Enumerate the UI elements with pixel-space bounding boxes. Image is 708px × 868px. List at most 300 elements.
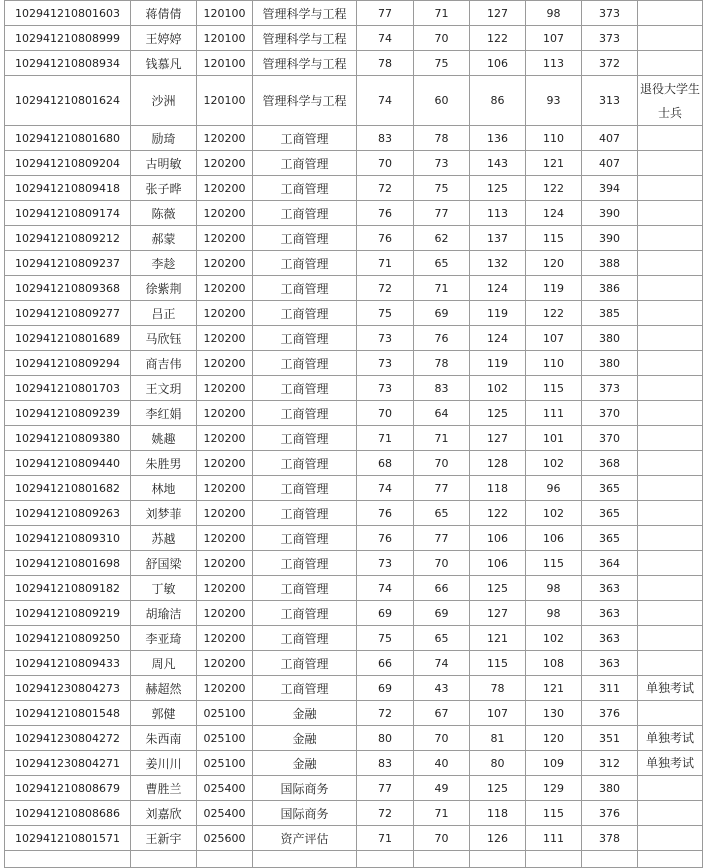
score-subject-one-cell: 102 (470, 376, 526, 401)
score-foreign-language-cell: 43 (414, 676, 470, 701)
score-subject-two-cell: 120 (526, 726, 582, 751)
candidate-name-cell: 李红娟 (131, 401, 197, 426)
score-subject-two-cell: 111 (526, 826, 582, 851)
major-name-cell: 工商管理 (253, 151, 357, 176)
candidate-name-cell: 曹胜兰 (131, 776, 197, 801)
remark-cell (638, 551, 703, 576)
candidate-id-cell: 102941210801698 (5, 551, 131, 576)
score-foreign-language-cell: 76 (414, 326, 470, 351)
total-score-cell: 365 (582, 501, 638, 526)
score-subject-one-cell: 125 (470, 401, 526, 426)
remark-cell (638, 801, 703, 826)
score-subject-one-cell: 128 (470, 451, 526, 476)
remark-cell (638, 201, 703, 226)
candidate-id-cell: 102941210809239 (5, 401, 131, 426)
score-politics-cell: 72 (357, 801, 414, 826)
total-score-cell: 364 (582, 551, 638, 576)
table-row (5, 401, 703, 426)
score-subject-two-cell: 115 (526, 376, 582, 401)
candidate-id-cell: 102941210809237 (5, 251, 131, 276)
score-subject-one-cell: 124 (470, 326, 526, 351)
score-subject-two-cell: 102 (526, 451, 582, 476)
major-name-cell: 工商管理 (253, 576, 357, 601)
score-subject-one-cell (470, 851, 526, 868)
remark-cell (638, 476, 703, 501)
score-subject-two-cell: 98 (526, 601, 582, 626)
remark-cell: 单独考试 (638, 676, 703, 701)
remark-cell (638, 151, 703, 176)
score-foreign-language-cell: 74 (414, 651, 470, 676)
score-foreign-language-cell: 40 (414, 751, 470, 776)
candidate-id-cell: 102941210809250 (5, 626, 131, 651)
table-row (5, 801, 703, 826)
candidate-name-cell: 李趁 (131, 251, 197, 276)
score-foreign-language-cell: 69 (414, 301, 470, 326)
major-name-cell: 金融 (253, 751, 357, 776)
score-politics-cell: 76 (357, 501, 414, 526)
candidate-name-cell (131, 851, 197, 868)
score-politics-cell: 83 (357, 751, 414, 776)
candidate-id-cell: 102941230804271 (5, 751, 131, 776)
major-code-cell: 120100 (197, 1, 253, 26)
major-name-cell: 金融 (253, 726, 357, 751)
remark-cell (638, 776, 703, 801)
score-subject-one-cell: 127 (470, 601, 526, 626)
score-foreign-language-cell: 65 (414, 501, 470, 526)
major-code-cell: 120200 (197, 501, 253, 526)
remark-cell: 单独考试 (638, 726, 703, 751)
major-name-cell: 工商管理 (253, 376, 357, 401)
score-subject-one-cell: 107 (470, 701, 526, 726)
major-code-cell: 120200 (197, 676, 253, 701)
score-foreign-language-cell: 75 (414, 176, 470, 201)
remark-cell (638, 601, 703, 626)
table-row (5, 551, 703, 576)
candidate-name-cell: 朱西南 (131, 726, 197, 751)
table-row (5, 776, 703, 801)
total-score-cell: 386 (582, 276, 638, 301)
candidate-id-cell: 102941210809263 (5, 501, 131, 526)
total-score-cell: 363 (582, 626, 638, 651)
candidate-name-cell: 林地 (131, 476, 197, 501)
candidate-id-cell: 102941210809204 (5, 151, 131, 176)
candidate-id-cell: 102941210801680 (5, 126, 131, 151)
score-subject-two-cell: 115 (526, 226, 582, 251)
total-score-cell: 380 (582, 351, 638, 376)
candidate-id-cell: 102941210801603 (5, 1, 131, 26)
remark-cell (638, 226, 703, 251)
major-name-cell: 工商管理 (253, 426, 357, 451)
score-subject-two-cell: 96 (526, 476, 582, 501)
score-foreign-language-cell: 64 (414, 401, 470, 426)
major-name-cell: 金融 (253, 701, 357, 726)
score-foreign-language-cell: 49 (414, 776, 470, 801)
score-politics-cell: 72 (357, 176, 414, 201)
candidate-name-cell: 沙洲 (131, 76, 197, 126)
candidate-name-cell: 张子晔 (131, 176, 197, 201)
candidate-name-cell: 陈薇 (131, 201, 197, 226)
table-row (5, 726, 703, 751)
remark-cell (638, 326, 703, 351)
total-score-cell: 380 (582, 326, 638, 351)
score-politics-cell: 72 (357, 276, 414, 301)
candidate-name-cell: 姚趣 (131, 426, 197, 451)
total-score-cell: 373 (582, 1, 638, 26)
score-subject-one-cell: 132 (470, 251, 526, 276)
score-subject-one-cell: 125 (470, 176, 526, 201)
candidate-id-cell: 102941210801571 (5, 826, 131, 851)
score-subject-one-cell: 127 (470, 1, 526, 26)
major-name-cell: 工商管理 (253, 201, 357, 226)
score-politics-cell: 76 (357, 526, 414, 551)
score-subject-two-cell: 119 (526, 276, 582, 301)
major-code-cell: 120200 (197, 476, 253, 501)
candidate-name-cell: 周凡 (131, 651, 197, 676)
total-score-cell (582, 851, 638, 868)
score-subject-two-cell: 115 (526, 551, 582, 576)
candidate-name-cell: 刘梦菲 (131, 501, 197, 526)
table-row (5, 26, 703, 51)
total-score-cell: 370 (582, 401, 638, 426)
score-subject-two-cell: 111 (526, 401, 582, 426)
score-subject-one-cell: 125 (470, 776, 526, 801)
score-politics-cell: 80 (357, 726, 414, 751)
score-subject-one-cell: 136 (470, 126, 526, 151)
score-subject-one-cell: 106 (470, 551, 526, 576)
score-subject-two-cell: 110 (526, 351, 582, 376)
score-politics-cell: 76 (357, 226, 414, 251)
score-foreign-language-cell: 70 (414, 451, 470, 476)
score-politics-cell: 73 (357, 376, 414, 401)
total-score-cell: 365 (582, 526, 638, 551)
total-score-cell: 370 (582, 426, 638, 451)
score-foreign-language-cell: 71 (414, 276, 470, 301)
remark-cell (638, 301, 703, 326)
candidate-id-cell: 102941210809174 (5, 201, 131, 226)
score-subject-two-cell: 124 (526, 201, 582, 226)
score-foreign-language-cell: 69 (414, 601, 470, 626)
total-score-cell: 376 (582, 701, 638, 726)
score-subject-one-cell: 81 (470, 726, 526, 751)
score-subject-two-cell: 107 (526, 26, 582, 51)
score-politics-cell: 73 (357, 551, 414, 576)
candidate-id-cell: 102941210801682 (5, 476, 131, 501)
score-subject-two-cell: 98 (526, 1, 582, 26)
score-politics-cell: 71 (357, 826, 414, 851)
total-score-cell: 312 (582, 751, 638, 776)
table-row (5, 426, 703, 451)
table-row (5, 451, 703, 476)
candidate-id-cell: 102941210809219 (5, 601, 131, 626)
score-foreign-language-cell: 75 (414, 51, 470, 76)
remark-cell (638, 651, 703, 676)
remark-cell (638, 851, 703, 868)
candidate-name-cell: 商吉伟 (131, 351, 197, 376)
candidate-id-cell: 102941210801703 (5, 376, 131, 401)
score-subject-two-cell: 122 (526, 301, 582, 326)
table-row (5, 376, 703, 401)
total-score-cell: 372 (582, 51, 638, 76)
total-score-cell: 407 (582, 151, 638, 176)
major-code-cell: 120200 (197, 551, 253, 576)
table-row (5, 651, 703, 676)
score-subject-two-cell: 129 (526, 776, 582, 801)
major-name-cell: 管理科学与工程 (253, 1, 357, 26)
major-code-cell: 120200 (197, 526, 253, 551)
candidate-name-cell: 王文玥 (131, 376, 197, 401)
total-score-cell: 376 (582, 801, 638, 826)
total-score-cell: 385 (582, 301, 638, 326)
candidate-name-cell: 郭健 (131, 701, 197, 726)
major-name-cell: 工商管理 (253, 126, 357, 151)
candidate-name-cell: 朱胜男 (131, 451, 197, 476)
major-name-cell: 工商管理 (253, 601, 357, 626)
score-politics-cell: 73 (357, 326, 414, 351)
table-row (5, 476, 703, 501)
table-row (5, 226, 703, 251)
score-subject-one-cell: 115 (470, 651, 526, 676)
score-subject-two-cell: 110 (526, 126, 582, 151)
score-subject-one-cell: 119 (470, 351, 526, 376)
major-code-cell: 120200 (197, 576, 253, 601)
score-subject-one-cell: 118 (470, 476, 526, 501)
candidate-name-cell: 丁敏 (131, 576, 197, 601)
remark-cell (638, 251, 703, 276)
candidate-name-cell: 苏越 (131, 526, 197, 551)
major-name-cell (253, 851, 357, 868)
score-politics-cell: 69 (357, 601, 414, 626)
table-row (5, 1, 703, 26)
candidate-name-cell: 马欣钰 (131, 326, 197, 351)
score-foreign-language-cell: 77 (414, 526, 470, 551)
candidate-id-cell: 102941210808679 (5, 776, 131, 801)
major-code-cell: 120200 (197, 301, 253, 326)
score-foreign-language-cell: 66 (414, 576, 470, 601)
candidate-id-cell: 102941210809368 (5, 276, 131, 301)
major-code-cell: 120200 (197, 626, 253, 651)
candidate-id-cell: 102941210809418 (5, 176, 131, 201)
table-row (5, 251, 703, 276)
candidate-name-cell: 励琦 (131, 126, 197, 151)
score-foreign-language-cell: 71 (414, 801, 470, 826)
table-row (5, 526, 703, 551)
major-code-cell: 025400 (197, 801, 253, 826)
score-politics-cell (357, 851, 414, 868)
score-foreign-language-cell: 65 (414, 251, 470, 276)
total-score-cell: 313 (582, 76, 638, 126)
score-politics-cell: 77 (357, 1, 414, 26)
major-code-cell: 120200 (197, 226, 253, 251)
score-politics-cell: 72 (357, 701, 414, 726)
score-subject-one-cell: 124 (470, 276, 526, 301)
candidate-id-cell: 102941210808999 (5, 26, 131, 51)
remark-cell (638, 451, 703, 476)
major-name-cell: 工商管理 (253, 251, 357, 276)
candidate-name-cell: 舒国梁 (131, 551, 197, 576)
score-subject-one-cell: 119 (470, 301, 526, 326)
table-row (5, 701, 703, 726)
score-politics-cell: 71 (357, 251, 414, 276)
candidate-id-cell: 102941210809212 (5, 226, 131, 251)
major-code-cell: 120200 (197, 201, 253, 226)
score-politics-cell: 75 (357, 626, 414, 651)
candidate-id-cell: 102941210809294 (5, 351, 131, 376)
score-subject-one-cell: 106 (470, 526, 526, 551)
total-score-cell: 311 (582, 676, 638, 701)
major-code-cell: 120200 (197, 401, 253, 426)
remark-cell (638, 51, 703, 76)
remark-cell (638, 176, 703, 201)
major-code-cell: 120200 (197, 376, 253, 401)
score-subject-one-cell: 78 (470, 676, 526, 701)
total-score-cell: 363 (582, 576, 638, 601)
score-foreign-language-cell: 71 (414, 426, 470, 451)
score-subject-one-cell: 125 (470, 576, 526, 601)
total-score-cell: 363 (582, 601, 638, 626)
candidate-name-cell: 王新宇 (131, 826, 197, 851)
total-score-cell: 380 (582, 776, 638, 801)
score-subject-two-cell: 101 (526, 426, 582, 451)
total-score-cell: 407 (582, 126, 638, 151)
table-row (5, 676, 703, 701)
table-row (5, 151, 703, 176)
score-subject-two-cell: 107 (526, 326, 582, 351)
score-politics-cell: 74 (357, 576, 414, 601)
candidate-id-cell: 102941210808686 (5, 801, 131, 826)
table-row (5, 851, 703, 868)
total-score-cell: 368 (582, 451, 638, 476)
score-subject-one-cell: 137 (470, 226, 526, 251)
major-code-cell: 120200 (197, 251, 253, 276)
score-foreign-language-cell: 67 (414, 701, 470, 726)
major-name-cell: 管理科学与工程 (253, 26, 357, 51)
score-politics-cell: 74 (357, 76, 414, 126)
major-name-cell: 工商管理 (253, 551, 357, 576)
major-name-cell: 工商管理 (253, 326, 357, 351)
score-subject-two-cell: 115 (526, 801, 582, 826)
score-subject-two-cell: 121 (526, 676, 582, 701)
score-subject-two-cell: 122 (526, 176, 582, 201)
score-foreign-language-cell: 62 (414, 226, 470, 251)
major-code-cell: 120200 (197, 426, 253, 451)
major-name-cell: 工商管理 (253, 401, 357, 426)
score-subject-two-cell (526, 851, 582, 868)
candidate-name-cell: 郝蒙 (131, 226, 197, 251)
total-score-cell: 363 (582, 651, 638, 676)
total-score-cell: 390 (582, 226, 638, 251)
major-name-cell: 管理科学与工程 (253, 76, 357, 126)
table-row (5, 576, 703, 601)
table-row (5, 51, 703, 76)
score-politics-cell: 77 (357, 776, 414, 801)
major-name-cell: 工商管理 (253, 226, 357, 251)
table-row (5, 126, 703, 151)
candidate-id-cell: 102941210801548 (5, 701, 131, 726)
score-subject-one-cell: 122 (470, 26, 526, 51)
remark-cell (638, 426, 703, 451)
candidate-id-cell: 102941210809433 (5, 651, 131, 676)
major-name-cell: 工商管理 (253, 526, 357, 551)
major-code-cell: 120200 (197, 451, 253, 476)
score-politics-cell: 76 (357, 201, 414, 226)
score-politics-cell: 69 (357, 676, 414, 701)
score-foreign-language-cell: 78 (414, 351, 470, 376)
score-politics-cell: 70 (357, 151, 414, 176)
candidate-id-cell: 102941210809182 (5, 576, 131, 601)
table-row (5, 276, 703, 301)
table-row (5, 826, 703, 851)
major-name-cell: 工商管理 (253, 651, 357, 676)
score-foreign-language-cell (414, 851, 470, 868)
score-politics-cell: 68 (357, 451, 414, 476)
candidate-name-cell: 徐紫荆 (131, 276, 197, 301)
table-row (5, 176, 703, 201)
remark-cell (638, 401, 703, 426)
table-body (5, 1, 703, 868)
score-subject-two-cell: 120 (526, 251, 582, 276)
table-row (5, 501, 703, 526)
remark-cell (638, 376, 703, 401)
table-row (5, 351, 703, 376)
remark-cell: 退役大学生士兵 (638, 76, 703, 126)
total-score-cell: 388 (582, 251, 638, 276)
candidate-name-cell: 刘嘉欣 (131, 801, 197, 826)
score-foreign-language-cell: 77 (414, 201, 470, 226)
candidate-name-cell: 吕正 (131, 301, 197, 326)
candidate-id-cell: 102941210809440 (5, 451, 131, 476)
major-name-cell: 工商管理 (253, 676, 357, 701)
score-subject-two-cell: 102 (526, 626, 582, 651)
major-name-cell: 工商管理 (253, 501, 357, 526)
score-subject-one-cell: 121 (470, 626, 526, 651)
score-subject-two-cell: 113 (526, 51, 582, 76)
table-row (5, 201, 703, 226)
candidate-id-cell: 102941210801689 (5, 326, 131, 351)
major-code-cell: 120200 (197, 276, 253, 301)
major-code-cell (197, 851, 253, 868)
admission-score-table (4, 0, 703, 868)
major-code-cell: 025100 (197, 726, 253, 751)
table-row (5, 326, 703, 351)
score-subject-two-cell: 109 (526, 751, 582, 776)
score-politics-cell: 73 (357, 351, 414, 376)
score-subject-two-cell: 98 (526, 576, 582, 601)
score-politics-cell: 75 (357, 301, 414, 326)
score-politics-cell: 66 (357, 651, 414, 676)
score-subject-two-cell: 93 (526, 76, 582, 126)
candidate-name-cell: 蒋倩倩 (131, 1, 197, 26)
score-foreign-language-cell: 70 (414, 551, 470, 576)
candidate-name-cell: 胡瑜洁 (131, 601, 197, 626)
score-subject-one-cell: 80 (470, 751, 526, 776)
candidate-name-cell: 古明敏 (131, 151, 197, 176)
candidate-name-cell: 王婷婷 (131, 26, 197, 51)
candidate-id-cell (5, 851, 131, 868)
major-code-cell: 120200 (197, 126, 253, 151)
score-subject-one-cell: 127 (470, 426, 526, 451)
major-name-cell: 工商管理 (253, 301, 357, 326)
score-subject-one-cell: 122 (470, 501, 526, 526)
score-politics-cell: 78 (357, 51, 414, 76)
candidate-id-cell: 102941210801624 (5, 76, 131, 126)
major-code-cell: 025400 (197, 776, 253, 801)
score-subject-two-cell: 106 (526, 526, 582, 551)
score-subject-one-cell: 126 (470, 826, 526, 851)
remark-cell (638, 126, 703, 151)
total-score-cell: 351 (582, 726, 638, 751)
remark-cell (638, 351, 703, 376)
score-foreign-language-cell: 65 (414, 626, 470, 651)
